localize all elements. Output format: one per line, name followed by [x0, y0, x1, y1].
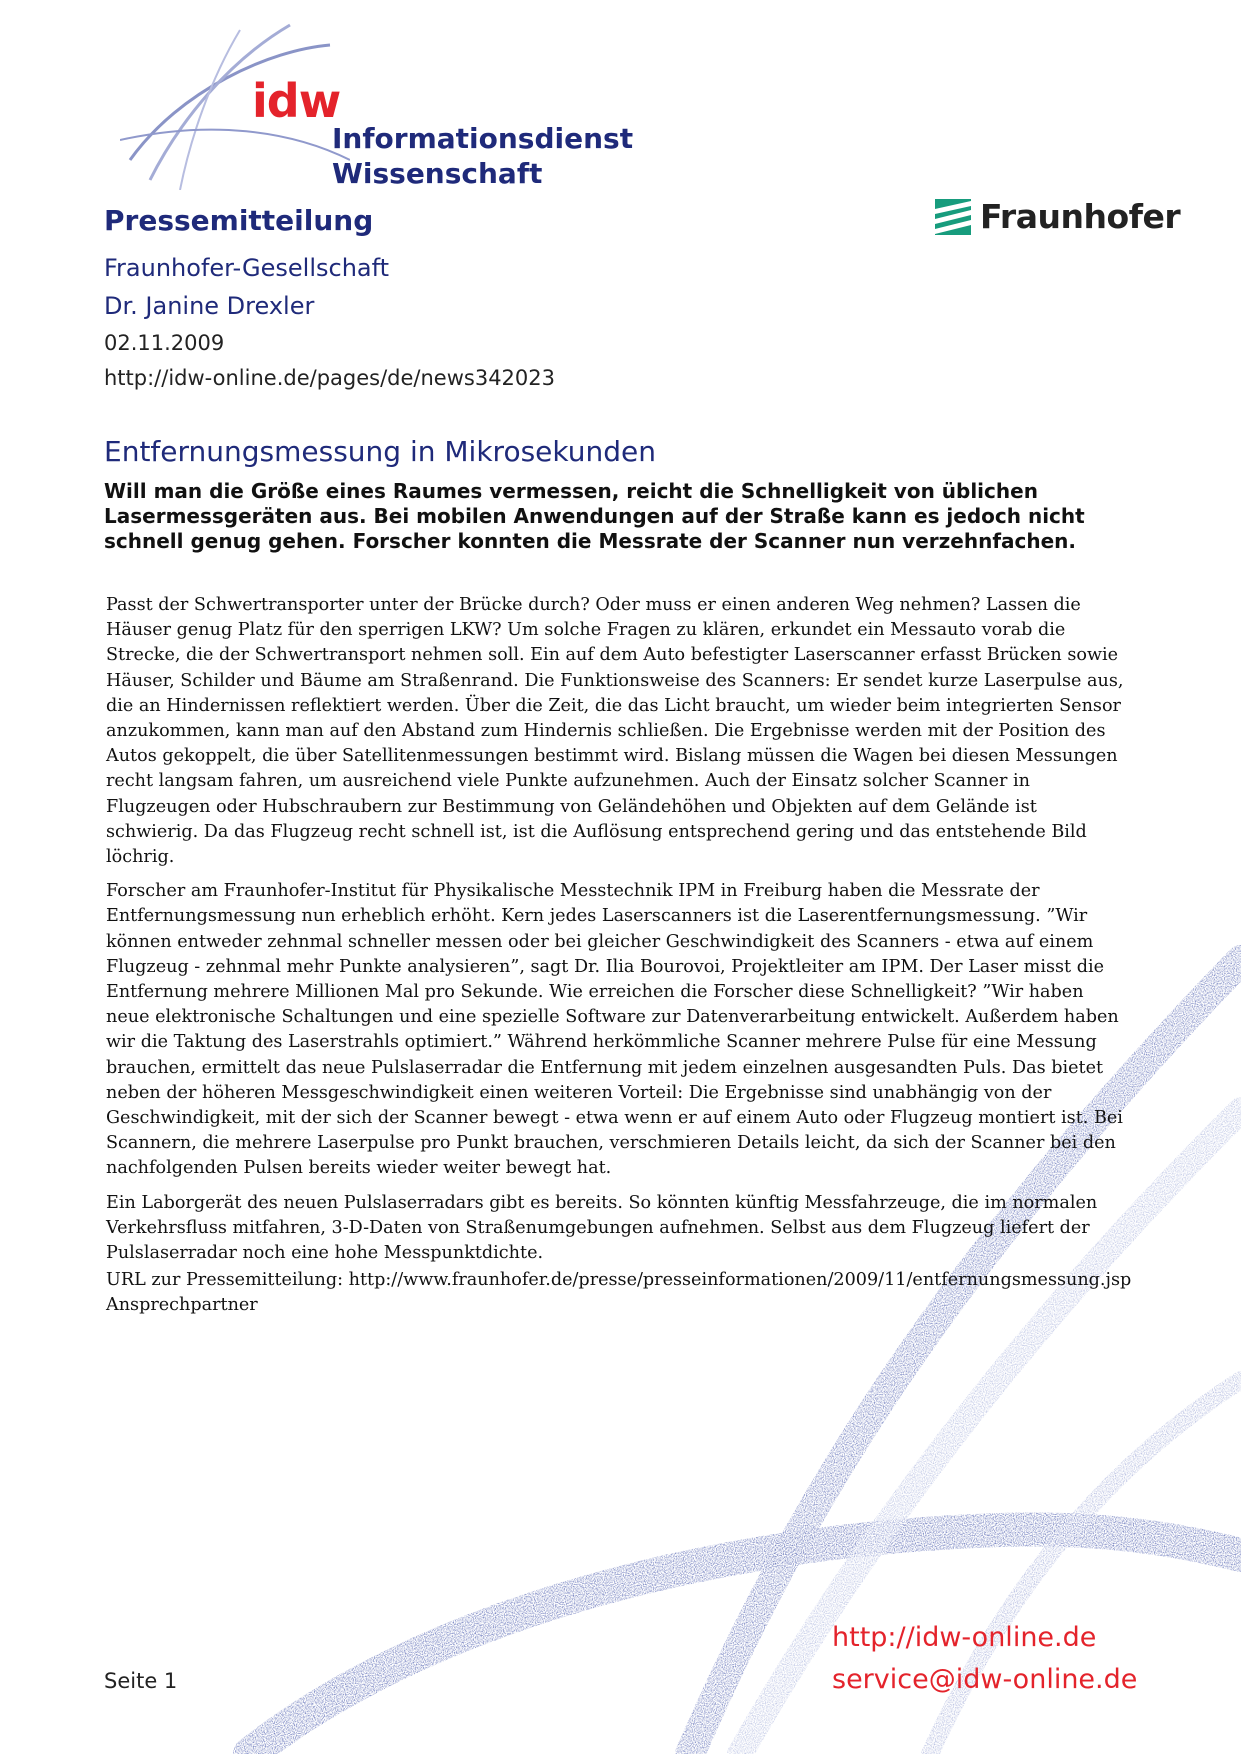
- date: 02.11.2009: [104, 331, 225, 355]
- body-paragraph-2: Forscher am Fraunhofer-Institut für Physikalische Messtechnik IPM in Freiburg haben die Messrate der Entfernungsmessung nun erheblich erhöht. Kern jedes Laserscanners ist die Laserentfernungsmessung. ”Wir können entweder zehnmal schneller messen oder bei gleicher Geschwindigkeit des Scanners - etwa auf einem Flugzeug - zehnmal mehr Punkte analysieren”, sagt Dr. Ilia Bourovoi, Projektleiter am IPM. Der Laser misst die Entfernung mehrere Millionen Mal pro Sekunde. Wie erreichen die Forscher diese Schnelligkeit? ”Wir haben neue elektronische Schaltungen und eine spezielle Software zur Datenverarbeitung entwickelt. Außerdem haben wir die Taktung des Laserstrahls optimiert.” Während herkömmliche Scanner mehrere Pulse für eine Messung brauchen, ermittelt das neue Pulslaserradar die Entfernung mit jedem einzelnen ausgesandten Puls. Das bietet neben der höheren Messgeschwindigkeit einen weiteren Vorteil: Die Ergebnisse sind unabhängig von der Geschwindigkeit, mit der sich der Scanner bewegt - etwa wenn er auf einem Auto oder Flugzeug montiert ist. Bei Scannern, die mehrere Laserpulse pro Punkt brauchen, verschmieren Details leicht, da sich der Scanner bei den nachfolgenden Pulsen bereits wieder weiter bewegt hat.: [106, 881, 1123, 1179]
- swoosh-diagonal-3: [930, 1380, 1241, 1754]
- footer-website-link[interactable]: http://idw-online.de: [832, 1622, 1097, 1653]
- source-url[interactable]: http://idw-online.de/pages/de/news342023: [104, 366, 555, 390]
- page-number: Seite 1: [104, 1669, 178, 1693]
- article-lead: Will man die Größe eines Raumes vermessen, reicht die Schnelligkeit von üblichen Lasermessgeräten aus. Bei mobilen Anwendungen auf der Straße kann es jedoch nicht schnell genug gehen. Forscher konnten die Messrate der Scanner nun verzehnfachen.: [104, 479, 1085, 553]
- body-paragraph-1: Passt der Schwertransporter unter der Brücke durch? Oder muss er einen anderen Weg nehmen? Lassen die Häuser genug Platz für den sperrigen LKW? Um solche Fragen zu klären, erkundet ein Messauto vorab die Strecke, die der Schwertransport nehmen soll. Ein auf dem Auto befestigter Laserscanner erfasst Brücken sowie Häuser, Schilder und Bäume am Straßenrand. Die Funktionsweise des Scanners: Er sendet kurze Laserpulse aus, die an Hindernissen reflektiert werden. Über die Zeit, die das Licht braucht, um wieder beim integrierten Sensor anzukommen, kann man auf den Abstand zum Hindernis schließen. Die Ergebnisse werden mit der Position des Autos gekoppelt, die über Satellitenmessungen bestimmt wird. Bislang müssen die Wagen bei diesen Messungen recht langsam fahren, um ausreichend viele Punkte aufzunehmen. Auch der Einsatz solcher Scanner in Flugzeugen oder Hubschraubern zur Bestimmung von Geländehöhen und Objekten auf dem Gelände ist schwierig. Da das Flugzeug recht schnell ist, ist die Auflösung entsprechend gering und das entstehende Bild löchrig.: [106, 595, 1124, 868]
- footer-email-link[interactable]: service@idw-online.de: [832, 1664, 1138, 1695]
- article-title: Entfernungsmessung in Mikrosekunden: [104, 435, 656, 468]
- fraunhofer-mark-icon: [935, 199, 971, 235]
- organization: Fraunhofer-Gesellschaft: [104, 254, 390, 282]
- author: Dr. Janine Drexler: [104, 292, 315, 320]
- press-url-line[interactable]: URL zur Pressemitteilung: http://www.fraunhofer.de/presse/presseinformationen/2009/11/entfernungsmessung.jsp: [106, 1270, 1132, 1290]
- logo-line-2: Wissenschaft: [332, 157, 543, 190]
- document-type-label: Pressemitteilung: [104, 204, 374, 237]
- fraunhofer-name: Fraunhofer: [980, 197, 1181, 236]
- idw-logo-word: idw: [252, 74, 341, 128]
- logo-line-1: Informationsdienst: [332, 122, 634, 155]
- body-paragraph-3: Ein Laborgerät des neuen Pulslaserradars gibt es bereits. So könnten künftig Messfahrzeuge, die im normalen Verkehrsfluss mitfahren, 3-D-Daten von Straßenumgebungen aufnehmen. Selbst aus dem Flugzeug liefert der Pulslaserradar noch eine hohe Messpunktdichte.: [106, 1192, 1098, 1264]
- fraunhofer-logo: [935, 197, 1181, 237]
- article-body: [106, 593, 1126, 1275]
- contact-label: Ansprechpartner: [106, 1295, 258, 1315]
